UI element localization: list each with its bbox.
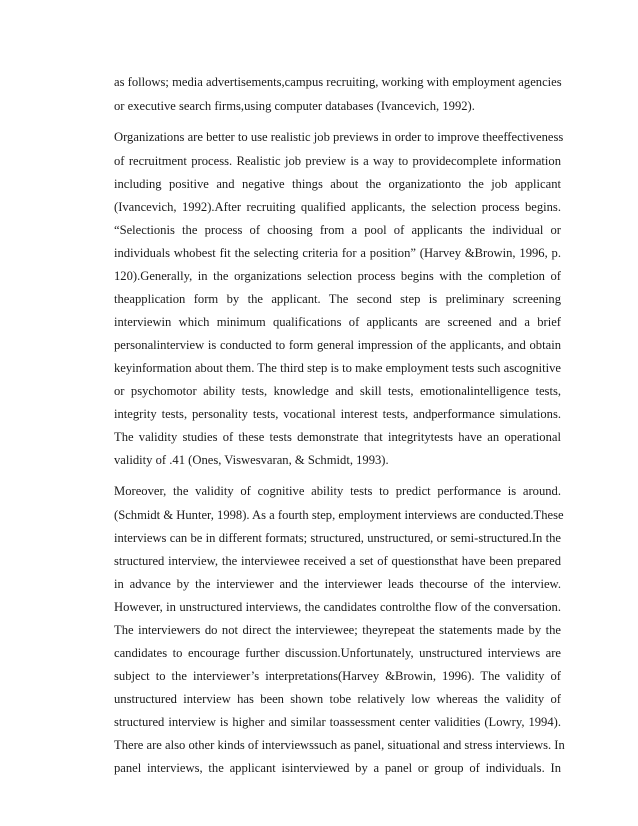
text-line: structured interview, the interviewee received a set of questionsthat have been prepared bbox=[114, 554, 561, 568]
text-line: structured interview is higher and similar toassessment center validities (Lowry, 1994). bbox=[114, 715, 561, 729]
text-line: or psychomotor ability tests, knowledge and skill tests, emotionalintelligence tests, bbox=[114, 384, 561, 398]
text-line: in advance by the interviewer and the interviewer leads thecourse of the interview. bbox=[114, 577, 561, 591]
text-line: candidates to encourage further discussion.Unfortunately, unstructured interviews are bbox=[114, 646, 561, 660]
text-line: including positive and negative things about the organizationto the job applicant bbox=[114, 177, 561, 191]
text-line: Organizations are better to use realistic job previews in order to improve theeffectiveness bbox=[114, 130, 564, 144]
text-line: There are also other kinds of interviewssuch as panel, situational and stress interviews. In bbox=[114, 738, 565, 752]
text-line: unstructured interview has been shown tobe relatively low whereas the validity of bbox=[114, 692, 561, 706]
text-line: interviewin which minimum qualifications of applicants are screened and a brief bbox=[114, 315, 561, 329]
text-line: theapplication form by the applicant. The second step is preliminary screening bbox=[114, 292, 561, 306]
text-line: interviews can be in different formats; structured, unstructured, or semi-structured.In the bbox=[114, 531, 561, 545]
text-line: “Selectionis the process of choosing from a pool of applicants the individual or bbox=[114, 223, 561, 237]
text-line: or executive search firms,using computer databases (Ivancevich, 1992). bbox=[114, 99, 475, 113]
text-line: keyinformation about them. The third step is to make employment tests such ascognitive bbox=[114, 361, 561, 375]
text-line: personalinterview is conducted to form general impression of the applicants, and obtain bbox=[114, 338, 561, 352]
text-line: as follows; media advertisements,campus recruiting, working with employment agencies bbox=[114, 75, 562, 89]
text-line: (Ivancevich, 1992).After recruiting qualified applicants, the selection process begins. bbox=[114, 200, 561, 214]
text-line: 120).Generally, in the organizations selection process begins with the completion of bbox=[114, 269, 561, 283]
text-line: panel interviews, the applicant isinterviewed by a panel or group of individuals. In bbox=[114, 761, 561, 775]
text-line: (Schmidt & Hunter, 1998). As a fourth step, employment interviews are conducted.These bbox=[114, 508, 564, 522]
text-line: The interviewers do not direct the interviewee; theyrepeat the statements made by the bbox=[114, 623, 561, 637]
text-line: of recruitment process. Realistic job preview is a way to providecomplete information bbox=[114, 154, 561, 168]
text-line: However, in unstructured interviews, the candidates controlthe flow of the conversation. bbox=[114, 600, 561, 614]
text-line: Moreover, the validity of cognitive ability tests to predict performance is around. bbox=[114, 484, 561, 498]
text-line: validity of .41 (Ones, Viswesvaran, & Schmidt, 1993). bbox=[114, 453, 389, 467]
text-line: The validity studies of these tests demonstrate that integritytests have an operational bbox=[114, 430, 561, 444]
text-line: integrity tests, personality tests, vocational interest tests, andperformance simulations. bbox=[114, 407, 561, 421]
text-line: individuals whobest fit the selecting criteria for a position” (Harvey &Browin, 1996, p. bbox=[114, 246, 561, 260]
text-line: subject to the interviewer’s interpretations(Harvey &Browin, 1996). The validity of bbox=[114, 669, 561, 683]
